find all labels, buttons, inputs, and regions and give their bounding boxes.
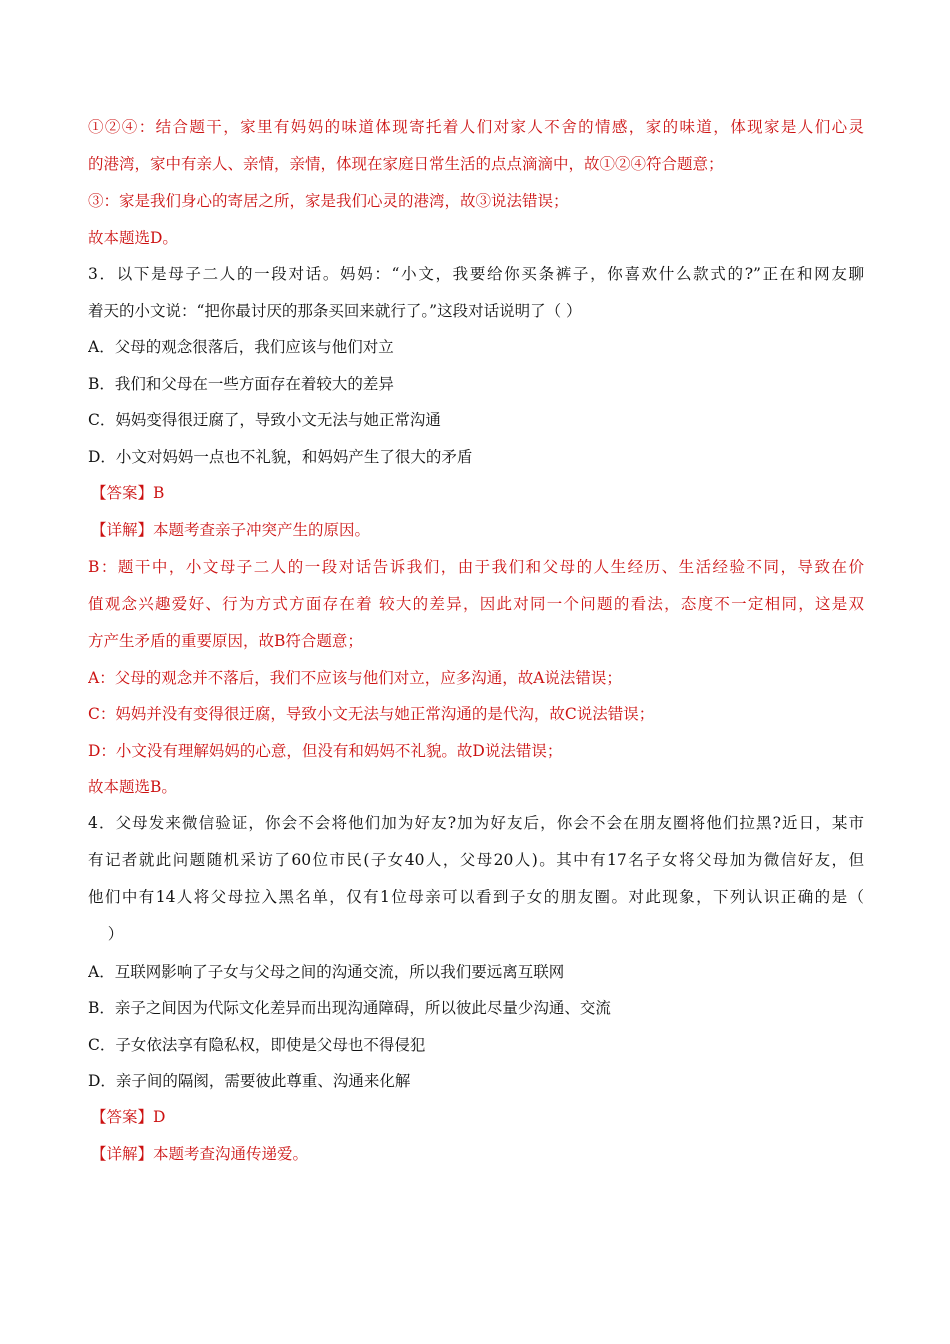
question-4-answer: [91, 1106, 867, 1128]
question-4-option-d: D．亲子间的隔阂，需要彼此尊重、沟通来化解: [88, 1072, 411, 1090]
question-4-detail: [91, 1143, 867, 1165]
analysis-line: 值观念兴趣爱好、行为方式方面存在着 较大的差异，因此对同一个问题的看法，态度不一定相同，这是双: [88, 595, 864, 613]
question-3-option-a: A．父母的观念很落后，我们应该与他们对立: [88, 338, 394, 356]
analysis-line: B：题干中，小文母子二人的一段对话告诉我们，由于我们和父母的人生经历、生活经验不同，导致在价: [88, 558, 864, 576]
analysis-line: 的港湾，家中有亲人、亲情，亲情，体现在家庭日常生活的点点滴滴中，故①②④符合题意；: [88, 155, 724, 173]
question-4-option-b: B．亲子之间因为代际文化差异而出现沟通障碍，所以彼此尽量少沟通、交流: [88, 999, 611, 1017]
analysis-line: ①②④：结合题干，家里有妈妈的味道体现寄托着人们对家人不舍的情感，家的味道，体现家是人们心灵: [88, 118, 864, 136]
question-4-stem: 有记者就此问题随机采访了60位市民(子女40人，父母20人)。其中有17名子女将父母加为微信好友，但: [88, 851, 864, 869]
analysis-line: D：小文没有理解妈妈的心意，但没有和妈妈不礼貌。故D说法错误；: [88, 742, 563, 760]
conclusion-line: 故本题选B。: [88, 778, 177, 796]
question-3-option-d: D．小文对妈妈一点也不礼貌，和妈妈产生了很大的矛盾: [88, 448, 473, 466]
detail-tag: 【详解】: [91, 1145, 154, 1163]
question-4-option-c: C．子女依法享有隐私权，即使是父母也不得侵犯: [88, 1036, 426, 1054]
analysis-line: ③：家是我们身心的寄居之所，家是我们心灵的港湾，故③说法错误；: [88, 192, 569, 210]
question-3-answer: [91, 482, 867, 504]
question-4-stem: 他们中有14人将父母拉入黑名单，仅有1位母亲可以看到子女的朋友圈。对此现象，下列认识正确的是（: [88, 888, 864, 906]
question-3-stem: 着天的小文说：“把你最讨厌的那条买回来就行了。”这段对话说明了（ ）: [88, 302, 582, 320]
answer-value: B: [153, 484, 165, 502]
question-3-option-c: C．妈妈变得很迂腐了，导致小文无法与她正常沟通: [88, 411, 441, 429]
analysis-line: 方产生矛盾的重要原因，故B符合题意；: [88, 632, 363, 650]
analysis-line: A：父母的观念并不落后，我们不应该与他们对立，应多沟通，故A说法错误；: [88, 669, 622, 687]
question-4-option-a: A．互联网影响了子女与父母之间的沟通交流，所以我们要远离互联网: [88, 963, 565, 981]
question-3-option-b: B．我们和父母在一些方面存在着较大的差异: [88, 375, 394, 393]
answer-tag: 【答案】: [91, 484, 154, 502]
detail-text: 本题考查亲子冲突产生的原因。: [153, 521, 371, 539]
conclusion-line: 故本题选D。: [88, 229, 178, 247]
detail-tag: 【详解】: [91, 521, 154, 539]
answer-value: D: [153, 1108, 166, 1126]
answer-tag: 【答案】: [91, 1108, 154, 1126]
question-3-detail: [91, 519, 867, 541]
question-4-stem: 4．父母发来微信验证，你会不会将他们加为好友?加为好友后，你会不会在朋友圈将他们拉黑?近日，某市: [88, 814, 864, 832]
question-4-stem: ）: [88, 925, 124, 943]
question-3-stem: 3．以下是母子二人的一段对话。妈妈：“小文，我要给你买条裤子，你喜欢什么款式的?”正在和网友聊: [88, 265, 864, 283]
analysis-line: C：妈妈并没有变得很迂腐，导致小文无法与她正常沟通的是代沟，故C说法错误；: [88, 705, 655, 723]
detail-text: 本题考查沟通传递爱。: [153, 1145, 309, 1163]
